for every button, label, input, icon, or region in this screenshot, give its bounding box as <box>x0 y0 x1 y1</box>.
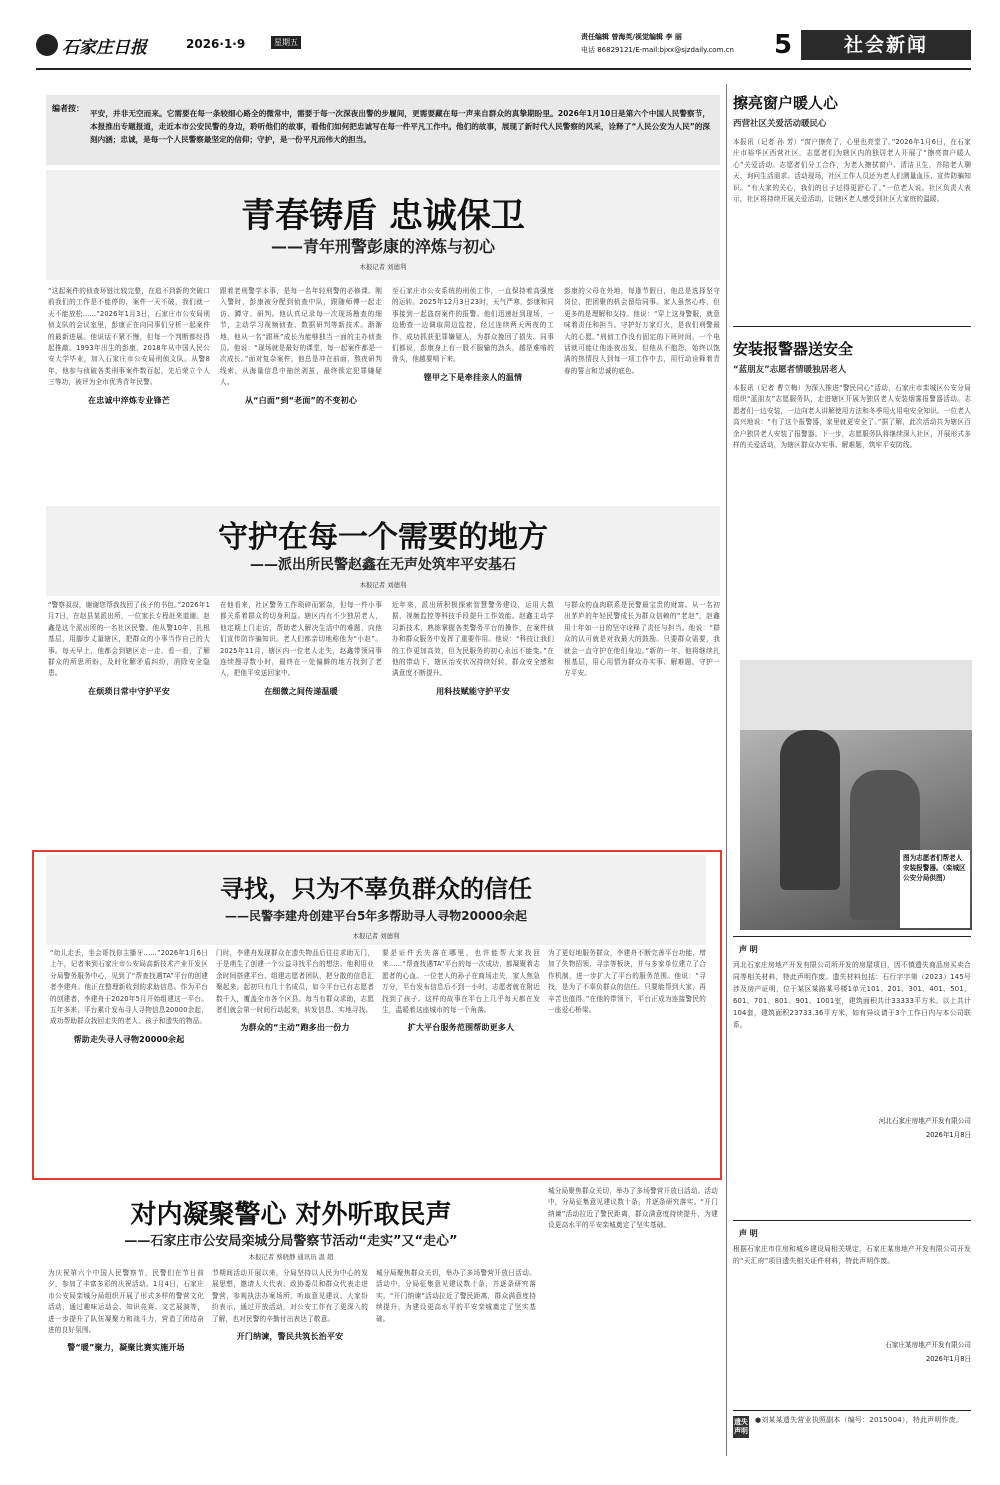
column-divider <box>726 84 727 1456</box>
article4-column-2 <box>212 1268 368 1458</box>
photo-caption-box <box>900 850 970 928</box>
article1-column-4-text: 彭康的父母在外地，每逢节假日，他总是选择坚守岗位，把团聚的机会留给同事。家人虽然心疼，但更多的是理解和支持。他说：“穿上这身警服，就意味着责任和担当。守护好万家灯火，是我们刑警最大的心愿。”刑侦工作没有固定的下班时间，一个电话就可能让他连夜出发，但他从不抱怨，始终以饱满的热情投入到每一项工作中去，用行动诠释着青春的誓言和忠诚的底色。 <box>564 287 720 375</box>
notice1-signature: 河北石家庄房地产开发有限公司 <box>878 1117 971 1125</box>
article1-column-3-text: 至石家庄市公安系统的刑侦工作，一直保持着高强度的运转。2025年12月3日23时，天气严寒，彭康和同事接到一起盗窃案件的报警。他们迅速赶到现场，一边勘查一边调取周边监控，经过连续两天两夜的工作，成功抓获犯罪嫌疑人，为群众挽回了损失。同事们都说，彭康身上有一股不服输的劲头，越是难啃的骨头，他越要啃下来。 <box>392 287 554 364</box>
article3-byline: 本报记者 刘德利 <box>352 932 400 940</box>
article2-byline: 本报记者 刘德利 <box>359 581 407 589</box>
notice2-date: 2026年1月8日 <box>926 1355 971 1363</box>
notice3 <box>733 1414 971 1456</box>
article3-column-4-text: 为了更好地服务群众，李建舟不断完善平台功能，增加了失物招领、寻亲等板块，并与多家单位建立了合作机制，进一步扩大了平台的服务范围。他说：“寻找，是为了不辜负群众的信任。只要能帮到大家，再辛苦也值得。”在他的带领下，平台正成为连接警民的一座爱心桥梁。 <box>548 949 706 1015</box>
notice1-date: 2026年1月8日 <box>926 1131 971 1139</box>
article6-photo <box>740 660 972 930</box>
article1-subhead-2: 从“白面”到“老面”的不变初心 <box>244 395 358 405</box>
intro-box <box>46 95 720 165</box>
article4-column-4-text: 城分局聚焦群众关切，举办了多场警营开放日活动。活动中，分局征集意见建议数十条，并逐条研究落实。“开门纳谏”活动拉近了警民距离，群众满意度持续提升，为建设更高水平的平安栾城奠定了坚实基础。 <box>548 1187 718 1230</box>
page-number: 5 <box>774 30 793 60</box>
article2-subhead-1: 在烦琐日常中守护平安 <box>88 686 170 696</box>
article3-column-2-text: 门时，李建舟发现群众在遗失物品后往往求助无门，于是萌生了创建一个公益寻找平台的想法。他利用业余时间搭建平台、组建志愿者团队，把分散的信息汇聚起来。起初只有几十名成员，如今平台已有志愿者数千人，覆盖全市各个区县。每当有群众求助，志愿者们就会第一时间行动起来，转发信息、实地寻找。 <box>216 949 374 1015</box>
article2-subtitle: ——派出所民警赵鑫在无声处筑牢平安基石 <box>250 557 516 573</box>
editor-line: 责任编辑 曾海英/视觉编辑 李 丽 <box>581 33 682 41</box>
contact-line: 电话 86829121/E-mail:bjxx@sjzdaily.com.cn <box>581 46 734 54</box>
article4-subtitle: ——石家庄市公安局栾城分局警察节活动“走实”又“走心” <box>124 1234 458 1249</box>
photo-ceiling <box>740 660 972 730</box>
article2-column-3-text: 近年来，派出所积极探索智慧警务建设，运用大数据、视频监控等科技手段提升工作效能。赵鑫主动学习新技术，熟练掌握各类警务平台的操作，在案件侦办和群众服务中发挥了重要作用。他说：“科技让我们的工作更加高效，但为民服务的初心永远不能变。”在他的带动下，辖区治安状况持续好转，群众安全感和满意度不断提升。 <box>392 601 554 678</box>
notice3-label: 遗失声明 <box>733 1416 749 1438</box>
notice2-text: 根据石家庄市住房和城乡建设局相关规定，石家庄某房地产开发有限公司开发的“天汇府”项目遗失相关证件材料，特此声明作废。 <box>733 1245 971 1265</box>
article2-column-4-text: 与群众的血肉联系是民警最宝贵的财富。从一名初出茅庐的年轻民警成长为群众信赖的“老赵”，赵鑫用十年如一日的坚守诠释了责任与担当。他说：“群众的认可就是对我最大的鼓励。只要群众需要，我就会一直守护在他们身边。”新的一年，他将继续扎根基层，用心用情为群众办实事、解难题，守护一方平安。 <box>564 601 720 678</box>
article2-title: 守护在每一个需要的地方 <box>218 520 548 555</box>
article4-column-3 <box>376 1268 536 1458</box>
article1-subhead-1: 在忠诚中淬炼专业锋芒 <box>88 395 170 405</box>
article2-column-2-text: 在他看来，社区警务工作琐碎而繁杂，但每一件小事都关系着群众的切身利益。辖区内有不少独居老人，他定期上门走访，帮助老人解决生活中的难题，向他们宣传防诈骗知识。老人们都亲切地称他为“小赵”。2025年11月，辖区内一位老人走失，赵鑫带领同事连续搜寻数小时，最终在一处偏僻的地方找到了老人，把他平安送回家中。 <box>220 601 382 678</box>
paper-logo <box>36 34 58 56</box>
notice2-signature: 石家庄某房地产开发有限公司 <box>885 1341 971 1349</box>
section-banner <box>801 30 971 60</box>
masthead <box>36 30 971 64</box>
right-rule-3 <box>733 1220 971 1221</box>
article3-column-3 <box>382 948 540 1170</box>
notice1-text: 河北石家庄房地产开发有限公司所开发的房屋项目，因不慎遗失商品房买卖合同等相关材料，特此声明作废。遗失材料包括：石行字字第（2023）145号涉及房产证明，位于某区某路某号楼1单元101、201、301、401、501、601、701、801、901、1001室，建筑面积共计33333平方米。以上共计104套，建筑面积23733.36平方米，如有异议请于3个工作日内与本公司联系。 <box>733 961 971 1029</box>
article2-column-2 <box>220 600 382 838</box>
article1-column-3 <box>392 286 554 504</box>
article3-subhead-2: 为群众的“主动”跑多出一份力 <box>240 1023 350 1033</box>
article4-header <box>46 1186 536 1264</box>
article3-column-3-text: 要是证件丢失落在哪里，也许能帮大家找回来……“帮查找遇TA”平台的每一次成功，都凝聚着志愿者的心血。一位老人的孙子在商场走失，家人焦急万分，平台发布信息后不到一小时，志愿者就在附近找到了孩子。这样的故事在平台上几乎每天都在发生，温暖着这座城市的每一个角落。 <box>382 949 540 1015</box>
article3-title: 寻找，只为不辜负群众的信任 <box>220 874 532 903</box>
masthead-rule <box>36 68 971 70</box>
article2-column-4 <box>564 600 720 838</box>
section-title: 社会新闻 <box>843 34 928 56</box>
article3-subhead-1: 帮助走失寻人寻物20000余起 <box>73 1034 185 1044</box>
article6-subtitle: “蓝朋友”志愿者情暖独居老人 <box>733 365 847 375</box>
article3-column-1-text: “幼儿走丢，坐会哥找你主播牙……”2026年1月6日上午，记者来到石家庄市公安局高新技术产业开发区分局警务服务中心，见到了“帮查找遇TA”平台的创建者李建舟。他正在整理新收到的求助信息。作为平台的创建者，李建舟于2020年5月开始组建这一平台。五年多来，平台累计发布寻人寻物信息20000余起，成功帮助群众找回走失的老人、孩子和遗失的物品。 <box>50 949 208 1026</box>
notice1 <box>733 940 971 1150</box>
article1-column-2 <box>220 286 382 504</box>
article1-subhead-3: 铿甲之下是牵挂亲人的温情 <box>423 372 523 382</box>
notice2 <box>733 1224 971 1394</box>
photo-figure-1 <box>780 730 840 890</box>
right-rule-4 <box>733 1410 971 1411</box>
article2-subhead-3: 用科技赋能守护平安 <box>436 686 510 696</box>
article3-column-4 <box>548 948 706 1170</box>
article2-column-3 <box>392 600 554 838</box>
article4-title: 对内凝聚警心 对外听取民声 <box>130 1200 452 1230</box>
article1-title: 青春铸盾 忠诚保卫 <box>241 196 525 236</box>
article1-column-1 <box>48 286 210 504</box>
article1-subtitle: ——青年刑警彭康的淬炼与初心 <box>270 237 495 256</box>
intro-text: 平安，并非无空而来。它需要在每一条较细心路全的微常中，需要于每一次深夜出警的步履间，更需要藏在每一声来自群众的真挚期盼里。2026年1月10日是第六个中国人民警察节，本报推出专题报道，走近本市公安民警的身边，聆听他们的故事，看他们如何把忠诚写在每一件平凡工作中。他们的故事，展现了新时代人民警察的风采，诠释了“人民公安为人民”的深刻内涵；忠诚，是每一个人民警察最坚定的信仰；守护，是一份平凡而伟大的担当。 <box>90 109 710 144</box>
article2-header <box>46 506 720 596</box>
article4-column-1 <box>48 1268 204 1458</box>
issue-weekday: 星期五 <box>271 36 301 49</box>
article1-byline: 本报记者 刘德利 <box>359 263 407 271</box>
article6 <box>733 332 971 652</box>
notice3-text: ●刘某某遗失营业执照副本（编号：2015004），特此声明作废。 <box>755 1416 964 1424</box>
article5-subtitle: 西营社区关爱活动暖民心 <box>733 119 827 129</box>
article1-header <box>46 170 720 280</box>
article1-column-1-text: “这起案件的侦查环链比较完整，在追不到新的突破口前我们的工作是不能停的，案件一天不破，我们就一天不能放松……”2026年1月3日，石家庄市公安局刑侦支队的会议室里，彭康正在向同事们分析一起案件的最新进展。他说话不紧不慢，但每一个判断都经得起推敲。1993年出生的彭康，2018年从中国人民公安大学毕业，加入石家庄市公安局刑侦支队。从警8年，他参与侦破各类刑事案件数百起，先后荣立个人三等功，被评为全市优秀青年民警。 <box>48 287 210 387</box>
article6-text: 本报讯（记者 曹立梅）为深入推进“警民同心”活动，石家庄市栾城区公安分局组织“蓝朋友”志愿服务队，走进辖区开展为独居老人安装烟雾报警器活动。志愿者们一边安装，一边向老人讲解使用方法和冬季用火用电安全知识。一位老人高兴地说：“有了这个报警器，家里就更安全了。”据了解，此次活动共为辖区百余户独居老人安装了报警器。下一步，志愿服务队将继续深入社区，开展形式多样的关爱活动，为辖区群众办实事、解难题，筑牢平安防线。 <box>733 384 971 450</box>
article4-column-1-text: 为庆祝第六个中国人民警察节，民警们在节日前夕，参加了丰富多彩的庆祝活动。1月4日，石家庄市公安局栾城分局组织开展了形式多样的警营文化活动，通过趣味运动会、知识竞赛、文艺展演等，进一步提升了队伍凝聚力和战斗力，营造了团结奋进的良好氛围。 <box>48 1269 204 1335</box>
article5-title: 擦亮窗户暖人心 <box>733 94 839 112</box>
article2-subhead-2: 在细微之间传递温暖 <box>264 686 338 696</box>
article4-subhead-1: 警“暖”聚力，凝聚比赛实施开场 <box>67 1343 185 1353</box>
article5-text: 本报讯（记者 孙 芳）“窗户擦亮了，心里也亮堂了。”2026年1月6日，在石家庄市裕华区西营社区，志愿者们为辖区内的独居老人开展了“擦亮窗户暖人心”关爱活动。志愿者们分工合作，为老人擦拭窗户、清洁卫生，并陪老人聊天、询问生活需求。活动现场，社区工作人员还为老人们测量血压、宣传防骗知识。“有大家的关心，我们的日子过得更舒心了。”一位老人说。社区负责人表示，社区将持续开展关爱活动，让辖区老人感受到社区大家庭的温暖。 <box>733 138 971 204</box>
article1-column-4 <box>564 286 720 504</box>
article3-header <box>46 855 706 945</box>
intro-label: 编者按： <box>52 104 84 113</box>
article5 <box>733 84 971 324</box>
article1-column-2-text: 跟着老刑警学本事，是每一名年轻刑警的必修课。刚入警时，彭康被分配到侦查中队，跟随师傅一起走访、蹲守、研判。他认真记录每一次现场勘查的细节，主动学习视频侦查、数据研判等新技术。渐渐地，他从一名“跟班”成长为能够独当一面的主办侦查员。他说：“现场就是最好的课堂，每一起案件都是一次成长。”面对复杂案件，他总是冲在前面，熬夜研判线索，从海量信息中抽丝剥茧，最终锁定犯罪嫌疑人。 <box>220 287 382 387</box>
article3-subhead-3: 扩大平台服务范围帮助更多人 <box>407 1023 515 1033</box>
article2-column-1 <box>48 600 210 838</box>
article4-column-4 <box>548 1186 718 1458</box>
notice2-title: 声 明 <box>739 1229 758 1238</box>
article3-column-2 <box>216 948 374 1170</box>
notice1-title: 声 明 <box>739 945 758 954</box>
article4-subhead-2: 开门纳谏，警民共筑长治平安 <box>236 1332 344 1342</box>
article4-column-3-text: 城分局聚焦群众关切，举办了多场警营开放日活动。活动中，分局征集意见建议数十条，并逐条研究落实。“开门纳谏”活动拉近了警民距离，群众满意度持续提升，为建设更高水平的平安栾城奠定了坚实基础。 <box>376 1269 536 1323</box>
issue-date: 2026·1·9 <box>186 37 246 51</box>
article2-column-1-text: “警察叔叔，谢谢您帮我找回了孩子的书包。”2026年1月7日，在赵县某派出所，一位家长专程赶来道谢。赵鑫是这个派出所的一名社区民警。他从警10年，扎根基层，用脚步丈量辖区，把群众的小事当作自己的大事。每天早上，他都会到辖区走一走、看一看，了解群众的所思所盼，及时化解矛盾纠纷，消除安全隐患。 <box>48 601 210 678</box>
article4-column-2-text: 节期间活动开展以来，分局坚持以人民为中心的发展思想，邀请人大代表、政协委员和群众代表走进警营，参观执法办案场所，听取意见建议。大家纷纷表示，通过开放活动，对公安工作有了更深入的了解，也对民警的辛勤付出表达了敬意。 <box>212 1269 368 1323</box>
article3-subtitle: ——民警李建舟创建平台5年多帮助寻人寻物20000余起 <box>224 909 528 923</box>
paper-name: 石家庄日报 <box>62 38 147 58</box>
article6-caption: 图为志愿者们帮老人安装报警器。（栾城区公安分局供图） <box>903 854 966 882</box>
article6-title: 安装报警器送安全 <box>733 340 854 358</box>
right-rule-1 <box>733 326 971 327</box>
article3-column-1 <box>50 948 208 1170</box>
right-rule-2 <box>733 936 971 937</box>
article4-byline: 本报记者 蔡晓静 通讯员 温 超 <box>248 1253 334 1261</box>
